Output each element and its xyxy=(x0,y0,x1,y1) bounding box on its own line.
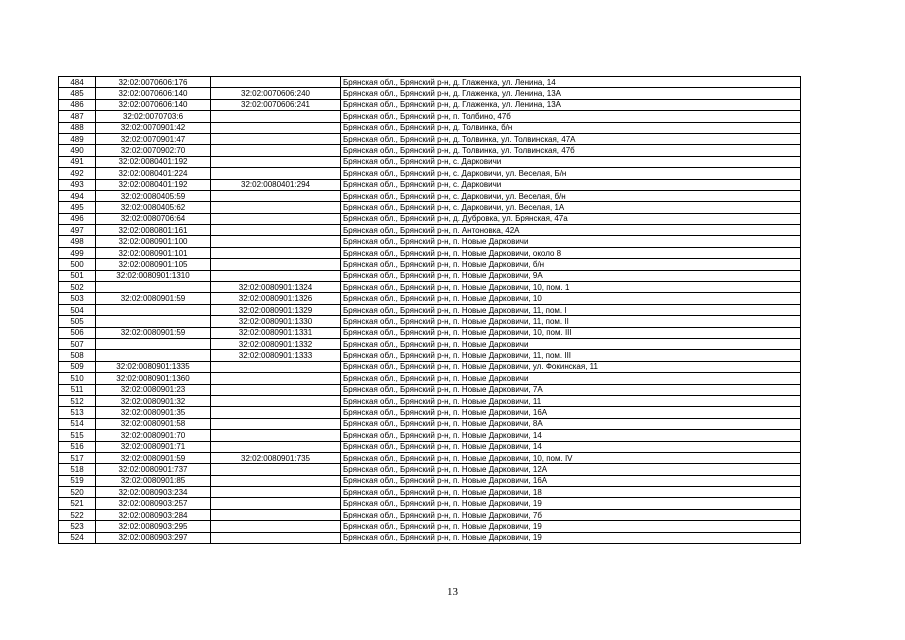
row-number-cell: 511 xyxy=(59,384,96,395)
address-cell: Брянская обл., Брянский р-н, п. Новые Дарковичи, 7А xyxy=(341,384,801,395)
address-cell: Брянская обл., Брянский р-н, п. Новые Дарковичи, 19 xyxy=(341,521,801,532)
row-number-cell: 502 xyxy=(59,282,96,293)
cadastral-number-cell xyxy=(96,304,211,315)
related-cadastral-number-cell: 32:02:0080901:1333 xyxy=(211,350,341,361)
table-row xyxy=(59,179,801,190)
related-cadastral-number-cell xyxy=(211,236,341,247)
table-body xyxy=(59,77,801,544)
cadastral-number-cell: 32:02:0080901:58 xyxy=(96,418,211,429)
row-number-cell: 485 xyxy=(59,88,96,99)
address-cell: Брянская обл., Брянский р-н, д. Глаженка, ул. Ленина, 13А xyxy=(341,88,801,99)
row-number-cell: 500 xyxy=(59,259,96,270)
cadastral-number-cell: 32:02:0080901:1360 xyxy=(96,373,211,384)
cadastral-number-cell: 32:02:0080401:192 xyxy=(96,156,211,167)
related-cadastral-number-cell: 32:02:0070606:241 xyxy=(211,99,341,110)
address-cell: Брянская обл., Брянский р-н, д. Толвинка, б/н xyxy=(341,122,801,133)
cadastral-number-cell: 32:02:0080903:297 xyxy=(96,532,211,543)
row-number-cell: 505 xyxy=(59,316,96,327)
row-number-cell: 509 xyxy=(59,361,96,372)
address-cell: Брянская обл., Брянский р-н, п. Новые Дарковичи xyxy=(341,236,801,247)
row-number-cell: 503 xyxy=(59,293,96,304)
row-number-cell: 513 xyxy=(59,407,96,418)
row-number-cell: 517 xyxy=(59,452,96,463)
row-number-cell: 501 xyxy=(59,270,96,281)
related-cadastral-number-cell xyxy=(211,361,341,372)
address-cell: Брянская обл., Брянский р-н, п. Новые Дарковичи, 10, пом. 1 xyxy=(341,282,801,293)
table-row xyxy=(59,111,801,122)
table-row xyxy=(59,509,801,520)
related-cadastral-number-cell: 32:02:0080901:735 xyxy=(211,452,341,463)
row-number-cell: 489 xyxy=(59,133,96,144)
row-number-cell: 514 xyxy=(59,418,96,429)
address-cell: Брянская обл., Брянский р-н, п. Новые Дарковичи, 8А xyxy=(341,418,801,429)
related-cadastral-number-cell: 32:02:0080901:1331 xyxy=(211,327,341,338)
row-number-cell: 504 xyxy=(59,304,96,315)
address-cell: Брянская обл., Брянский р-н, п. Новые Дарковичи xyxy=(341,373,801,384)
related-cadastral-number-cell xyxy=(211,418,341,429)
row-number-cell: 491 xyxy=(59,156,96,167)
address-cell: Брянская обл., Брянский р-н, п. Новые Дарковичи, 12А xyxy=(341,464,801,475)
cadastral-number-cell xyxy=(96,316,211,327)
cadastral-number-cell: 32:02:0070606:176 xyxy=(96,77,211,88)
address-cell: Брянская обл., Брянский р-н, п. Толбино, 47б xyxy=(341,111,801,122)
address-cell: Брянская обл., Брянский р-н, п. Новые Дарковичи, б/н xyxy=(341,259,801,270)
related-cadastral-number-cell xyxy=(211,247,341,258)
related-cadastral-number-cell xyxy=(211,270,341,281)
row-number-cell: 506 xyxy=(59,327,96,338)
table-row xyxy=(59,532,801,543)
cadastral-register-table xyxy=(58,76,801,544)
address-cell: Брянская обл., Брянский р-н, п. Новые Дарковичи, 10, пом. IV xyxy=(341,452,801,463)
cadastral-number-cell: 32:02:0080901:59 xyxy=(96,293,211,304)
address-cell: Брянская обл., Брянский р-н, п. Новые Дарковичи, около 8 xyxy=(341,247,801,258)
related-cadastral-number-cell xyxy=(211,259,341,270)
related-cadastral-number-cell xyxy=(211,532,341,543)
cadastral-number-cell: 32:02:0080901:85 xyxy=(96,475,211,486)
address-cell: Брянская обл., Брянский р-н, д. Толвинка, ул. Толвинская, 47б xyxy=(341,145,801,156)
related-cadastral-number-cell xyxy=(211,202,341,213)
row-number-cell: 495 xyxy=(59,202,96,213)
row-number-cell: 515 xyxy=(59,430,96,441)
related-cadastral-number-cell: 32:02:0070606:240 xyxy=(211,88,341,99)
page-number: 13 xyxy=(447,586,458,598)
related-cadastral-number-cell: 32:02:0080901:1326 xyxy=(211,293,341,304)
related-cadastral-number-cell xyxy=(211,77,341,88)
related-cadastral-number-cell: 32:02:0080901:1324 xyxy=(211,282,341,293)
address-cell: Брянская обл., Брянский р-н, п. Новые Дарковичи, 19 xyxy=(341,532,801,543)
related-cadastral-number-cell xyxy=(211,168,341,179)
cadastral-number-cell: 32:02:0080405:62 xyxy=(96,202,211,213)
table-row xyxy=(59,259,801,270)
address-cell: Брянская обл., Брянский р-н, п. Новые Дарковичи xyxy=(341,338,801,349)
address-cell: Брянская обл., Брянский р-н, п. Новые Дарковичи, 11, пом. I xyxy=(341,304,801,315)
table-row xyxy=(59,316,801,327)
related-cadastral-number-cell xyxy=(211,498,341,509)
address-cell: Брянская обл., Брянский р-н, д. Глаженка, ул. Ленина, 14 xyxy=(341,77,801,88)
related-cadastral-number-cell xyxy=(211,464,341,475)
row-number-cell: 512 xyxy=(59,395,96,406)
table-row xyxy=(59,270,801,281)
table-row xyxy=(59,430,801,441)
table-row xyxy=(59,213,801,224)
address-cell: Брянская обл., Брянский р-н, д. Толвинка, ул. Толвинская, 47А xyxy=(341,133,801,144)
cadastral-number-cell: 32:02:0080405:59 xyxy=(96,190,211,201)
table-row xyxy=(59,190,801,201)
address-cell: Брянская обл., Брянский р-н, с. Дарковичи, ул. Веселая, б/н xyxy=(341,190,801,201)
table-row xyxy=(59,247,801,258)
related-cadastral-number-cell xyxy=(211,384,341,395)
cadastral-number-cell: 32:02:0080903:257 xyxy=(96,498,211,509)
row-number-cell: 488 xyxy=(59,122,96,133)
address-cell: Брянская обл., Брянский р-н, п. Новые Дарковичи, 10 xyxy=(341,293,801,304)
table-row xyxy=(59,487,801,498)
cadastral-number-cell: 32:02:0080901:105 xyxy=(96,259,211,270)
address-cell: Брянская обл., Брянский р-н, с. Дарковичи xyxy=(341,179,801,190)
related-cadastral-number-cell xyxy=(211,111,341,122)
table-row xyxy=(59,407,801,418)
cadastral-number-cell: 32:02:0080901:32 xyxy=(96,395,211,406)
address-cell: Брянская обл., Брянский р-н, п. Новые Дарковичи, 10, пом. III xyxy=(341,327,801,338)
related-cadastral-number-cell xyxy=(211,373,341,384)
address-cell: Брянская обл., Брянский р-н, п. Новые Дарковичи, 11, пом. II xyxy=(341,316,801,327)
table-row xyxy=(59,327,801,338)
address-cell: Брянская обл., Брянский р-н, п. Новые Дарковичи, 7б xyxy=(341,509,801,520)
cadastral-number-cell: 32:02:0070703:6 xyxy=(96,111,211,122)
table-row xyxy=(59,521,801,532)
address-cell: Брянская обл., Брянский р-н, с. Дарковичи xyxy=(341,156,801,167)
address-cell: Брянская обл., Брянский р-н, п. Новые Дарковичи, 16А xyxy=(341,475,801,486)
cadastral-number-cell: 32:02:0070902:70 xyxy=(96,145,211,156)
related-cadastral-number-cell: 32:02:0080901:1329 xyxy=(211,304,341,315)
cadastral-number-cell: 32:02:0080901:737 xyxy=(96,464,211,475)
cadastral-number-cell: 32:02:0080901:71 xyxy=(96,441,211,452)
address-cell: Брянская обл., Брянский р-н, п. Новые Дарковичи, 11 xyxy=(341,395,801,406)
related-cadastral-number-cell xyxy=(211,122,341,133)
row-number-cell: 521 xyxy=(59,498,96,509)
row-number-cell: 516 xyxy=(59,441,96,452)
related-cadastral-number-cell xyxy=(211,407,341,418)
table-row xyxy=(59,350,801,361)
cadastral-number-cell: 32:02:0080901:23 xyxy=(96,384,211,395)
table-row xyxy=(59,145,801,156)
table-row xyxy=(59,464,801,475)
table-row xyxy=(59,282,801,293)
table-row xyxy=(59,293,801,304)
row-number-cell: 494 xyxy=(59,190,96,201)
row-number-cell: 486 xyxy=(59,99,96,110)
row-number-cell: 496 xyxy=(59,213,96,224)
row-number-cell: 493 xyxy=(59,179,96,190)
address-cell: Брянская обл., Брянский р-н, с. Дарковичи, ул. Веселая, 1А xyxy=(341,202,801,213)
cadastral-number-cell: 32:02:0080901:35 xyxy=(96,407,211,418)
address-cell: Брянская обл., Брянский р-н, с. Дарковичи, ул. Веселая, Б/н xyxy=(341,168,801,179)
address-cell: Брянская обл., Брянский р-н, п. Антоновка, 42А xyxy=(341,225,801,236)
cadastral-number-cell: 32:02:0080903:284 xyxy=(96,509,211,520)
address-cell: Брянская обл., Брянский р-н, п. Новые Дарковичи, ул. Фокинская, 11 xyxy=(341,361,801,372)
cadastral-number-cell: 32:02:0070901:47 xyxy=(96,133,211,144)
related-cadastral-number-cell xyxy=(211,190,341,201)
cadastral-number-cell: 32:02:0070901:42 xyxy=(96,122,211,133)
row-number-cell: 507 xyxy=(59,338,96,349)
cadastral-number-cell: 32:02:0080901:59 xyxy=(96,452,211,463)
cadastral-number-cell: 32:02:0080901:101 xyxy=(96,247,211,258)
address-cell: Брянская обл., Брянский р-н, п. Новые Дарковичи, 11, пом. III xyxy=(341,350,801,361)
cadastral-number-cell xyxy=(96,350,211,361)
related-cadastral-number-cell xyxy=(211,441,341,452)
related-cadastral-number-cell xyxy=(211,225,341,236)
table-row xyxy=(59,304,801,315)
table-row xyxy=(59,225,801,236)
address-cell: Брянская обл., Брянский р-н, п. Новые Дарковичи, 16А xyxy=(341,407,801,418)
related-cadastral-number-cell: 32:02:0080901:1332 xyxy=(211,338,341,349)
related-cadastral-number-cell xyxy=(211,487,341,498)
cadastral-number-cell: 32:02:0080903:234 xyxy=(96,487,211,498)
row-number-cell: 523 xyxy=(59,521,96,532)
table-row xyxy=(59,498,801,509)
table-row xyxy=(59,384,801,395)
table-row xyxy=(59,361,801,372)
table-row xyxy=(59,202,801,213)
related-cadastral-number-cell: 32:02:0080901:1330 xyxy=(211,316,341,327)
related-cadastral-number-cell xyxy=(211,430,341,441)
row-number-cell: 498 xyxy=(59,236,96,247)
address-cell: Брянская обл., Брянский р-н, д. Глаженка, ул. Ленина, 13А xyxy=(341,99,801,110)
related-cadastral-number-cell xyxy=(211,509,341,520)
related-cadastral-number-cell xyxy=(211,213,341,224)
table-row xyxy=(59,156,801,167)
cadastral-number-cell: 32:02:0080901:100 xyxy=(96,236,211,247)
row-number-cell: 520 xyxy=(59,487,96,498)
address-cell: Брянская обл., Брянский р-н, п. Новые Дарковичи, 18 xyxy=(341,487,801,498)
row-number-cell: 524 xyxy=(59,532,96,543)
table-row xyxy=(59,452,801,463)
related-cadastral-number-cell xyxy=(211,521,341,532)
row-number-cell: 510 xyxy=(59,373,96,384)
cadastral-number-cell: 32:02:0070606:140 xyxy=(96,88,211,99)
address-cell: Брянская обл., Брянский р-н, п. Новые Дарковичи, 14 xyxy=(341,441,801,452)
row-number-cell: 508 xyxy=(59,350,96,361)
cadastral-number-cell: 32:02:0080801:161 xyxy=(96,225,211,236)
table-row xyxy=(59,133,801,144)
row-number-cell: 519 xyxy=(59,475,96,486)
address-cell: Брянская обл., Брянский р-н, п. Новые Дарковичи, 9А xyxy=(341,270,801,281)
related-cadastral-number-cell xyxy=(211,133,341,144)
cadastral-number-cell: 32:02:0080401:224 xyxy=(96,168,211,179)
address-cell: Брянская обл., Брянский р-н, д. Дубровка, ул. Брянская, 47а xyxy=(341,213,801,224)
row-number-cell: 492 xyxy=(59,168,96,179)
row-number-cell: 522 xyxy=(59,509,96,520)
table-row xyxy=(59,338,801,349)
row-number-cell: 487 xyxy=(59,111,96,122)
related-cadastral-number-cell xyxy=(211,395,341,406)
row-number-cell: 518 xyxy=(59,464,96,475)
table-row xyxy=(59,373,801,384)
related-cadastral-number-cell xyxy=(211,156,341,167)
cadastral-number-cell xyxy=(96,338,211,349)
table-row xyxy=(59,418,801,429)
cadastral-number-cell: 32:02:0080401:192 xyxy=(96,179,211,190)
table-row xyxy=(59,441,801,452)
cadastral-number-cell: 32:02:0080901:1335 xyxy=(96,361,211,372)
table-row xyxy=(59,88,801,99)
cadastral-number-cell xyxy=(96,282,211,293)
cadastral-number-cell: 32:02:0080901:70 xyxy=(96,430,211,441)
table-row xyxy=(59,99,801,110)
row-number-cell: 497 xyxy=(59,225,96,236)
cadastral-number-cell: 32:02:0080706:64 xyxy=(96,213,211,224)
cadastral-number-cell: 32:02:0080901:1310 xyxy=(96,270,211,281)
table-row xyxy=(59,236,801,247)
table-row xyxy=(59,475,801,486)
address-cell: Брянская обл., Брянский р-н, п. Новые Дарковичи, 14 xyxy=(341,430,801,441)
table-row xyxy=(59,395,801,406)
row-number-cell: 490 xyxy=(59,145,96,156)
related-cadastral-number-cell: 32:02:0080401:294 xyxy=(211,179,341,190)
table-row xyxy=(59,77,801,88)
related-cadastral-number-cell xyxy=(211,145,341,156)
address-cell: Брянская обл., Брянский р-н, п. Новые Дарковичи, 19 xyxy=(341,498,801,509)
cadastral-number-cell: 32:02:0070606:140 xyxy=(96,99,211,110)
table-row xyxy=(59,168,801,179)
related-cadastral-number-cell xyxy=(211,475,341,486)
cadastral-number-cell: 32:02:0080901:59 xyxy=(96,327,211,338)
table-row xyxy=(59,122,801,133)
cadastral-number-cell: 32:02:0080903:295 xyxy=(96,521,211,532)
row-number-cell: 499 xyxy=(59,247,96,258)
row-number-cell: 484 xyxy=(59,77,96,88)
